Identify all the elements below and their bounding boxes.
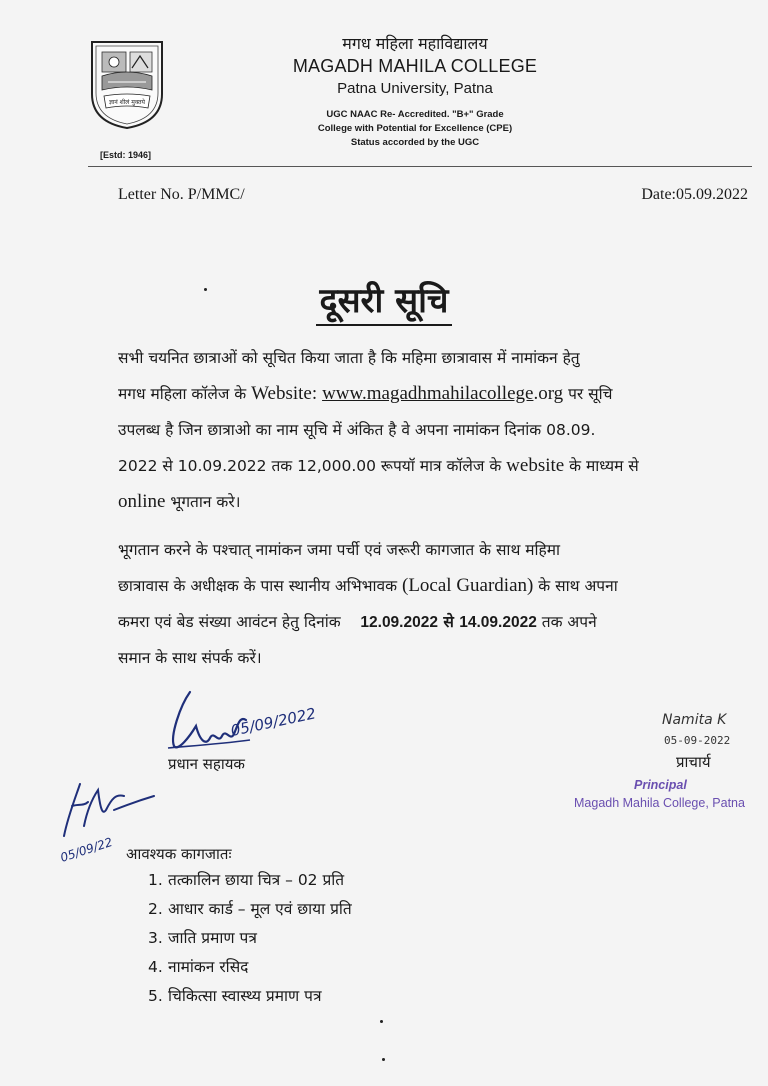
list-item-text: चिकित्सा स्वास्थ्य प्रमाण पत्र xyxy=(168,987,322,1005)
established-year: [Estd: 1946] xyxy=(100,150,152,160)
accreditation-line-3: Status accorded by the UGC xyxy=(350,137,480,148)
para2-line-2-a: छात्रावास के अधीक्षक के पास स्थानीय अभिभावक xyxy=(118,577,402,595)
required-documents-title: आवश्यक कागजातः xyxy=(126,845,232,863)
para2-line-2-b: के साथ अपना xyxy=(533,577,618,595)
para1-line-5-b: भूगतान करे। xyxy=(165,493,241,511)
allotment-start-date: 12.09.2022 xyxy=(360,614,438,631)
list-item xyxy=(148,953,352,982)
list-item-text: जाति प्रमाण पत्र xyxy=(168,929,257,947)
logo-motto: ज्ञानं शीलं मुक्तये xyxy=(109,99,145,106)
notice-paragraph-2 xyxy=(118,532,760,676)
para1-line-2 xyxy=(118,376,760,412)
website-tld: .org xyxy=(533,383,564,404)
college-logo xyxy=(88,38,166,130)
para1-line-2-b: पर सूचि xyxy=(563,385,613,403)
college-name-hindi: मगध महिला महाविद्यालय xyxy=(342,34,488,53)
left-initials-date: 05/09/22 xyxy=(58,834,115,865)
online-word: online xyxy=(118,491,166,512)
para1-line-5 xyxy=(118,484,760,520)
principal-stamp-title: Principal xyxy=(634,778,687,792)
scan-speck xyxy=(382,1058,385,1061)
list-item xyxy=(148,895,352,924)
letter-date: Date:05.09.2022 xyxy=(641,186,748,203)
accreditation-line-1: UGC NAAC Re- Accredited. "B+" Grade xyxy=(326,109,504,120)
accreditation-line-2: College with Potential for Excellence (CPE) xyxy=(317,123,513,134)
list-item xyxy=(148,924,352,953)
list-item-number: 1. xyxy=(148,871,163,889)
list-item-text: नामांकन रसिद xyxy=(168,958,249,976)
notice-paragraph-1 xyxy=(118,340,760,520)
principal-signature xyxy=(640,706,765,754)
notice-title-text: दूसरी सूचि xyxy=(316,276,453,326)
para1-line-4-a: 2022 से 10.09.2022 तक 12,000.00 रूपयॉ मात्र कॉलेज के xyxy=(118,457,507,475)
principal-stamp-college: Magadh Mahila College, Patna xyxy=(574,796,745,810)
principal-signature-date: 05-09-2022 xyxy=(664,734,731,747)
para1-line-4-b: के माध्यम से xyxy=(564,457,639,475)
allotment-end-date: 14.09.2022 xyxy=(459,614,537,631)
date-range-se: से xyxy=(437,613,460,631)
para1-line-1: सभी चयनित छात्राओं को सूचित किया जाता है कि महिमा छात्रावास में नामांकन हेतु xyxy=(118,349,580,367)
list-item-number: 5. xyxy=(148,987,163,1005)
scan-speck xyxy=(380,1020,383,1023)
list-item-text: आधार कार्ड – मूल एवं छाया प्रति xyxy=(168,900,352,918)
para2-line-1: भूगतान करने के पश्चात् नामांकन जमा पर्ची एवं जरूरी कागजात के साथ महिमा xyxy=(118,541,561,559)
website-label: Website: xyxy=(251,383,318,404)
assistant-title: प्रधान सहायक xyxy=(168,755,245,773)
para2-line-2 xyxy=(118,568,760,604)
assistant-signature-date: 05/09/2022 xyxy=(229,704,318,740)
list-item-number: 4. xyxy=(148,958,163,976)
para2-line-3-b: तक अपने xyxy=(536,613,597,631)
scan-speck xyxy=(204,288,207,291)
para2-line-3-a: कमरा एवं बेड संख्या आवंटन हेतु दिनांक xyxy=(118,613,361,631)
list-item-text: तत्कालिन छाया चित्र – 02 प्रति xyxy=(168,871,345,889)
para2-line-4: समान के साथ संपर्क करें। xyxy=(118,649,262,667)
list-item xyxy=(148,982,352,1011)
university-name: Patna University, Patna xyxy=(337,80,493,97)
list-item-number: 2. xyxy=(148,900,163,918)
college-name-english: MAGADH MAHILA COLLEGE xyxy=(292,56,538,76)
principal-hindi-title: प्राचार्य xyxy=(676,753,711,771)
letterhead-divider xyxy=(88,166,752,167)
para1-line-3: उपलब्ध है जिन छात्राओ का नाम सूचि में अंकित है वे अपना नामांकन दिनांक 08.09. xyxy=(118,421,596,439)
principal-signature-name: Namita K xyxy=(662,712,727,728)
required-documents-list xyxy=(148,866,352,1011)
notice-title xyxy=(0,276,768,326)
assistant-signature xyxy=(160,686,320,756)
list-item-number: 3. xyxy=(148,929,163,947)
letter-number: Letter No. P/MMC/ xyxy=(118,186,245,203)
para1-line-2-a: मगध महिला कॉलेज के xyxy=(118,385,252,403)
para1-line-4 xyxy=(118,448,760,484)
website-word: website xyxy=(506,455,565,476)
para2-line-3 xyxy=(118,604,760,640)
college-website-link[interactable]: www.magadhmahilacollege xyxy=(322,383,534,404)
list-item xyxy=(148,866,352,895)
local-guardian-term: (Local Guardian) xyxy=(402,575,534,596)
